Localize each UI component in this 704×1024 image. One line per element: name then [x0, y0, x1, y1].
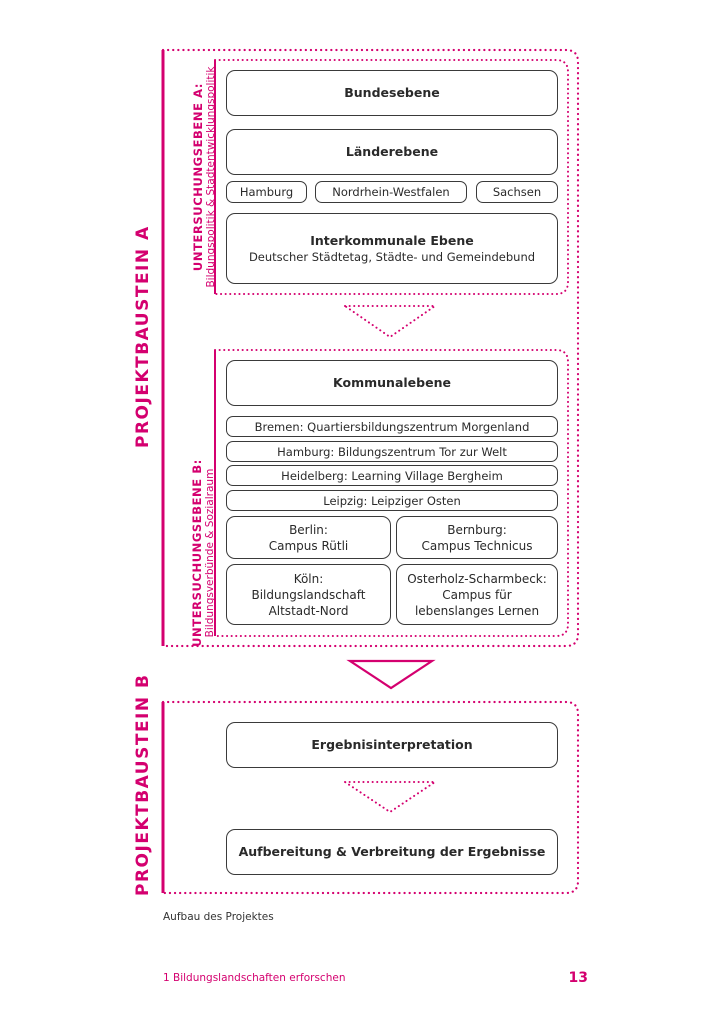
- osterholz-line-1: Osterholz-Scharmbeck:: [407, 571, 547, 586]
- osterholz-line-3: lebenslanges Lernen: [414, 603, 540, 618]
- state-nrw: Nordrhein-Westfalen: [315, 181, 467, 203]
- page-number: 13: [568, 970, 588, 986]
- baustein-a-label: PROJEKTBAUSTEIN A: [133, 225, 153, 448]
- interkommunale-ebene-box: [226, 213, 558, 284]
- ergebnisinterpretation-box: Ergebnisinterpretation: [226, 722, 558, 768]
- city-koeln-box: [226, 564, 391, 625]
- figure-caption: Aufbau des Projektes: [163, 911, 274, 923]
- bundesebene-box: Bundesebene: [226, 70, 558, 116]
- city-bernburg-box: [396, 516, 558, 559]
- arrow-interpretation-to-aufbereitung: [345, 782, 435, 812]
- berlin-line-1: Berlin:: [289, 522, 328, 537]
- kommunalebene-box: Kommunalebene: [226, 360, 558, 406]
- ebene-b-title: UNTERSUCHUNGSEBENE B:: [190, 459, 204, 647]
- ebene-b-label: [191, 428, 219, 678]
- koeln-line-3: Altstadt-Nord: [268, 603, 349, 618]
- baustein-b-label: PROJEKTBAUSTEIN B: [133, 673, 153, 896]
- ebene-b-desc: Bildungsverbünde & Sozialraum: [204, 468, 216, 638]
- ebene-a-title: UNTERSUCHUNGSEBENE A:: [191, 82, 205, 272]
- laenderebene-box: Länderebene: [226, 129, 558, 175]
- koeln-line-2: Bildungslandschaft: [251, 587, 366, 602]
- state-hamburg: Hamburg: [226, 181, 307, 203]
- interkommunale-desc: Deutscher Städtetag, Städte- und Gemeindebund: [248, 249, 536, 264]
- city-leipzig: Leipzig: Leipziger Osten: [226, 490, 558, 511]
- state-sachsen: Sachsen: [476, 181, 558, 203]
- arrow-baustein-a-to-b: [350, 661, 432, 688]
- city-hamburg: Hamburg: Bildungszentrum Tor zur Welt: [226, 441, 558, 462]
- city-osterholz-box: [396, 564, 558, 625]
- city-heidelberg: Heidelberg: Learning Village Bergheim: [226, 465, 558, 486]
- osterholz-line-2: Campus für: [442, 587, 512, 602]
- arrow-ebene-a-to-b: [345, 306, 435, 337]
- interkommunale-title: Interkommunale Ebene: [310, 232, 474, 248]
- bernburg-line-2: Campus Technicus: [421, 538, 533, 553]
- koeln-line-1: Köln:: [293, 571, 324, 586]
- city-bremen: Bremen: Quartiersbildungszentrum Morgenland: [226, 416, 558, 437]
- ebene-a-label: [192, 47, 220, 307]
- berlin-line-2: Campus Rütli: [268, 538, 349, 553]
- ebene-a-desc: Bildungspolitik & Stadtentwicklungspolitik: [205, 66, 217, 288]
- bernburg-line-1: Bernburg:: [447, 522, 507, 537]
- city-berlin-box: [226, 516, 391, 559]
- aufbereitung-box: Aufbereitung & Verbreitung der Ergebnisse: [226, 829, 558, 875]
- footer-chapter: 1 Bildungslandschaften erforschen: [163, 972, 346, 984]
